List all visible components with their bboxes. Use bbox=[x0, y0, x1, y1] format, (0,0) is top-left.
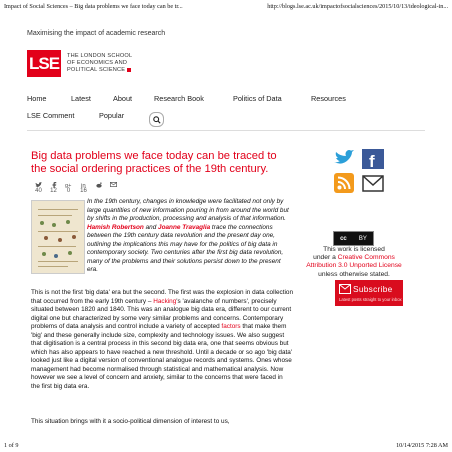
share-reddit[interactable] bbox=[91, 182, 106, 194]
nav-popular[interactable]: Popular bbox=[99, 110, 125, 120]
license-notice: This work is licensed under a Creative Commons Attribution 3.0 Unported License unless otherwise stated. bbox=[306, 246, 402, 278]
print-header bbox=[4, 3, 448, 10]
share-bar bbox=[31, 182, 121, 194]
nav-resources[interactable]: Resources bbox=[311, 93, 346, 103]
lse-logo-mark: LSE bbox=[27, 50, 61, 77]
sidebar-twitter-link[interactable] bbox=[334, 150, 354, 168]
svg-text:f: f bbox=[369, 152, 375, 169]
site-tagline: Maximising the impact of academic research bbox=[27, 30, 166, 37]
svg-text:g+: g+ bbox=[65, 183, 72, 188]
article-paragraph-1: This is not the first 'big data' era but the second. The first was the explosion in data collection that occurred from the early 19th century – Hacking's 'avalanche of numbers', precisely situated between 1820 and 1840. This was an analogue big data era, different to our current digital one but characterized by some very similar problems and concerns. Contemporary problems of data analysis and control include a variety of accepted factors that make them 'big' and these generally include size, complexity and technology issues. We also suggest that digitisation is a central process in this second big data era, one that seems obvious but which has also appears to have reached a new threshold. Until a decade or so ago 'big data' looked just like a digital version of conventional analogue records and systems. Ones whose management had become normalised through statistical and mathematical analysis. Now however we see a level of concern and anxiety, similar to the concerns that were faced in the first big data era. bbox=[31, 289, 293, 391]
print-header-title: Impact of Social Sciences – Big data problems we face today can be tr... bbox=[4, 3, 183, 10]
twitter-icon bbox=[334, 150, 354, 166]
author-link-travaglia[interactable]: Joanne Travaglia bbox=[158, 223, 211, 231]
share-linkedin[interactable]: in 16 bbox=[80, 183, 87, 194]
subscribe-label: Subscribe bbox=[353, 284, 393, 294]
hacking-link[interactable]: Hacking bbox=[153, 297, 177, 305]
article-intro: In the 19th century, changes in knowledge were facilitated not only by large quantities of new information pouring in from around the world but by shifts in the production, processing and analysis of that information. Hamish Robertson and Joanne Travaglia trace the connections between the 19th century data revolution and the present day one, outlining the implications this may have for the politics of big data in contemporary society. Two centuries after the first big data revolution, many of the problems and their solutions persist down to the present era. bbox=[87, 198, 289, 273]
share-google-plus[interactable]: g+ 0 bbox=[65, 183, 72, 194]
author-link-robertson[interactable]: Hamish Robertson bbox=[87, 223, 144, 231]
by-icon: BY bbox=[358, 235, 367, 242]
reddit-icon bbox=[96, 182, 102, 188]
search-icon bbox=[153, 116, 161, 124]
share-facebook[interactable]: 12 bbox=[46, 182, 61, 194]
nav-about[interactable]: About bbox=[113, 93, 133, 103]
subscribe-sublabel: Latest posts straight to your inbox bbox=[339, 297, 402, 302]
email-icon bbox=[362, 175, 384, 192]
email-icon bbox=[110, 182, 117, 187]
envelope-icon bbox=[339, 284, 351, 294]
print-footer bbox=[4, 442, 448, 449]
nav-home[interactable]: Home bbox=[27, 93, 47, 103]
sidebar-email-link[interactable] bbox=[362, 175, 384, 192]
facebook-icon bbox=[362, 149, 384, 169]
svg-text:in: in bbox=[80, 183, 86, 188]
lse-logo[interactable] bbox=[27, 50, 132, 77]
creative-commons-badge[interactable] bbox=[333, 231, 374, 246]
share-email[interactable] bbox=[106, 182, 121, 194]
nav-research-book[interactable]: Research Book bbox=[154, 93, 204, 103]
sidebar-facebook-link[interactable] bbox=[362, 149, 384, 169]
cc-icon: cc bbox=[340, 235, 347, 242]
nav-lse-comment[interactable]: LSE Comment bbox=[27, 110, 75, 120]
print-header-url: http://blogs.lse.ac.uk/impactofsocialsciences/2015/10/13/ideological-in... bbox=[267, 3, 448, 10]
rss-icon bbox=[334, 173, 354, 193]
nav-divider bbox=[27, 130, 425, 131]
page-count: 1 of 9 bbox=[4, 442, 19, 449]
article-title: Big data problems we face today can be traced to the social ordering practices of the 19th century. bbox=[31, 150, 277, 175]
factors-link[interactable]: factors bbox=[221, 323, 241, 331]
print-timestamp: 10/14/2015 7:28 AM bbox=[396, 442, 448, 449]
license-link[interactable]: Creative Commons Attribution 3.0 Unported License bbox=[306, 254, 402, 270]
nav-latest[interactable]: Latest bbox=[71, 93, 91, 103]
nav-politics-of-data[interactable]: Politics of Data bbox=[233, 93, 282, 103]
share-twitter[interactable]: 40 bbox=[31, 182, 46, 194]
subscribe-banner[interactable] bbox=[335, 280, 403, 306]
search-button[interactable] bbox=[149, 112, 164, 127]
sidebar-rss-link[interactable] bbox=[334, 173, 354, 193]
lse-logo-name: THE LONDON SCHOOL OF ECONOMICS AND POLITICAL SCIENCE bbox=[67, 52, 133, 74]
article-paragraph-2: This situation brings with it a socio-political dimension of interest to us, bbox=[31, 418, 230, 425]
